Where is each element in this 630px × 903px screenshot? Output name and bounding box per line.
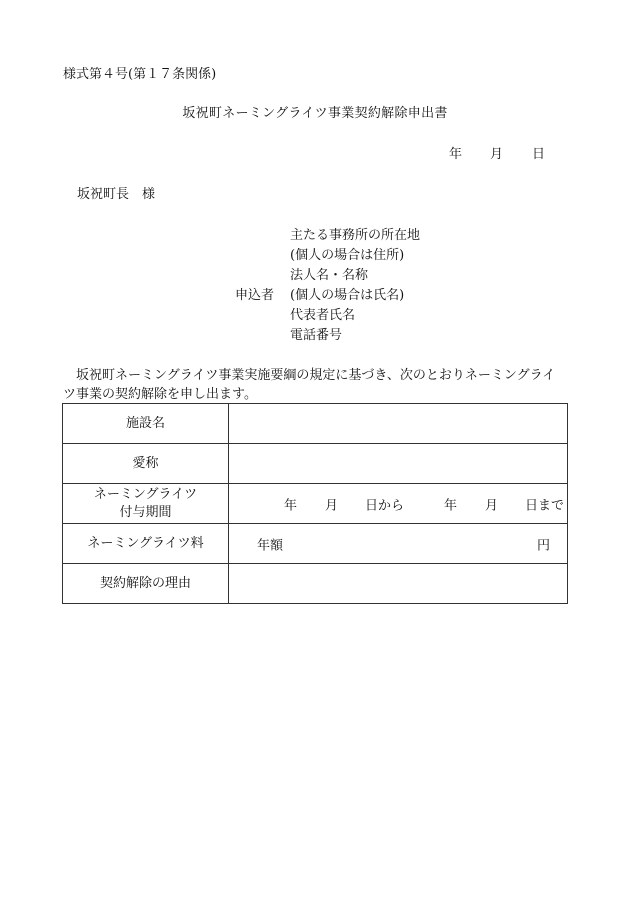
representative-name-label: 代表者氏名 <box>290 308 356 323</box>
form-number: 様式第４号(第１７条関係) <box>63 67 217 82</box>
fee-prefix: 年額 <box>257 538 284 553</box>
applicant-name-note: (個人の場合は氏名) <box>290 288 405 303</box>
table-row-reason <box>63 564 568 604</box>
applicant-name-label: 法人名・名称 <box>290 268 369 283</box>
table-row-facility <box>63 404 568 444</box>
phone-number-label: 電話番号 <box>290 328 343 343</box>
fee-field[interactable] <box>229 524 568 564</box>
facility-name-label: 施設名 <box>63 404 229 444</box>
applicant-address-label: 主たる事務所の所在地 <box>290 228 421 243</box>
table-row-period <box>63 484 568 524</box>
period-to-day: 日まで <box>525 498 565 513</box>
table-row-fee <box>63 524 568 564</box>
facility-name-field[interactable] <box>229 404 568 444</box>
period-field[interactable] <box>229 484 568 524</box>
addressee: 坂祝町長 様 <box>77 187 156 202</box>
fee-label: ネーミングライツ料 <box>63 524 229 564</box>
period-label-line-2: 付与期間 <box>119 504 172 520</box>
reason-field[interactable] <box>229 564 568 604</box>
period-label <box>63 484 229 524</box>
document-title: 坂祝町ネーミングライツ事業契約解除申出書 <box>182 106 448 121</box>
reason-label: 契約解除の理由 <box>63 564 229 604</box>
period-label-line-1: ネーミングライツ <box>93 486 198 502</box>
period-from-day: 日から <box>365 498 405 513</box>
period-from-month: 月 <box>325 498 339 513</box>
table-row-nickname <box>63 444 568 484</box>
date-month: 月 <box>490 147 504 162</box>
applicant-address-note: (個人の場合は住所) <box>290 248 405 263</box>
body-text-line-1: 坂祝町ネーミングライツ事業実施要綱の規定に基づき、次のとおりネーミングライ <box>76 368 556 383</box>
fee-unit: 円 <box>537 538 551 553</box>
date-day: 日 <box>532 147 546 162</box>
nickname-label: 愛称 <box>63 444 229 484</box>
application-table <box>62 403 568 604</box>
applicant-label: 申込者 <box>235 288 275 303</box>
period-to-year: 年 <box>444 498 458 513</box>
period-from-year: 年 <box>284 498 298 513</box>
period-to-month: 月 <box>485 498 499 513</box>
date-year: 年 <box>449 147 463 162</box>
body-text-line-2: ツ事業の契約解除を申し出ます。 <box>63 387 257 402</box>
nickname-field[interactable] <box>229 444 568 484</box>
